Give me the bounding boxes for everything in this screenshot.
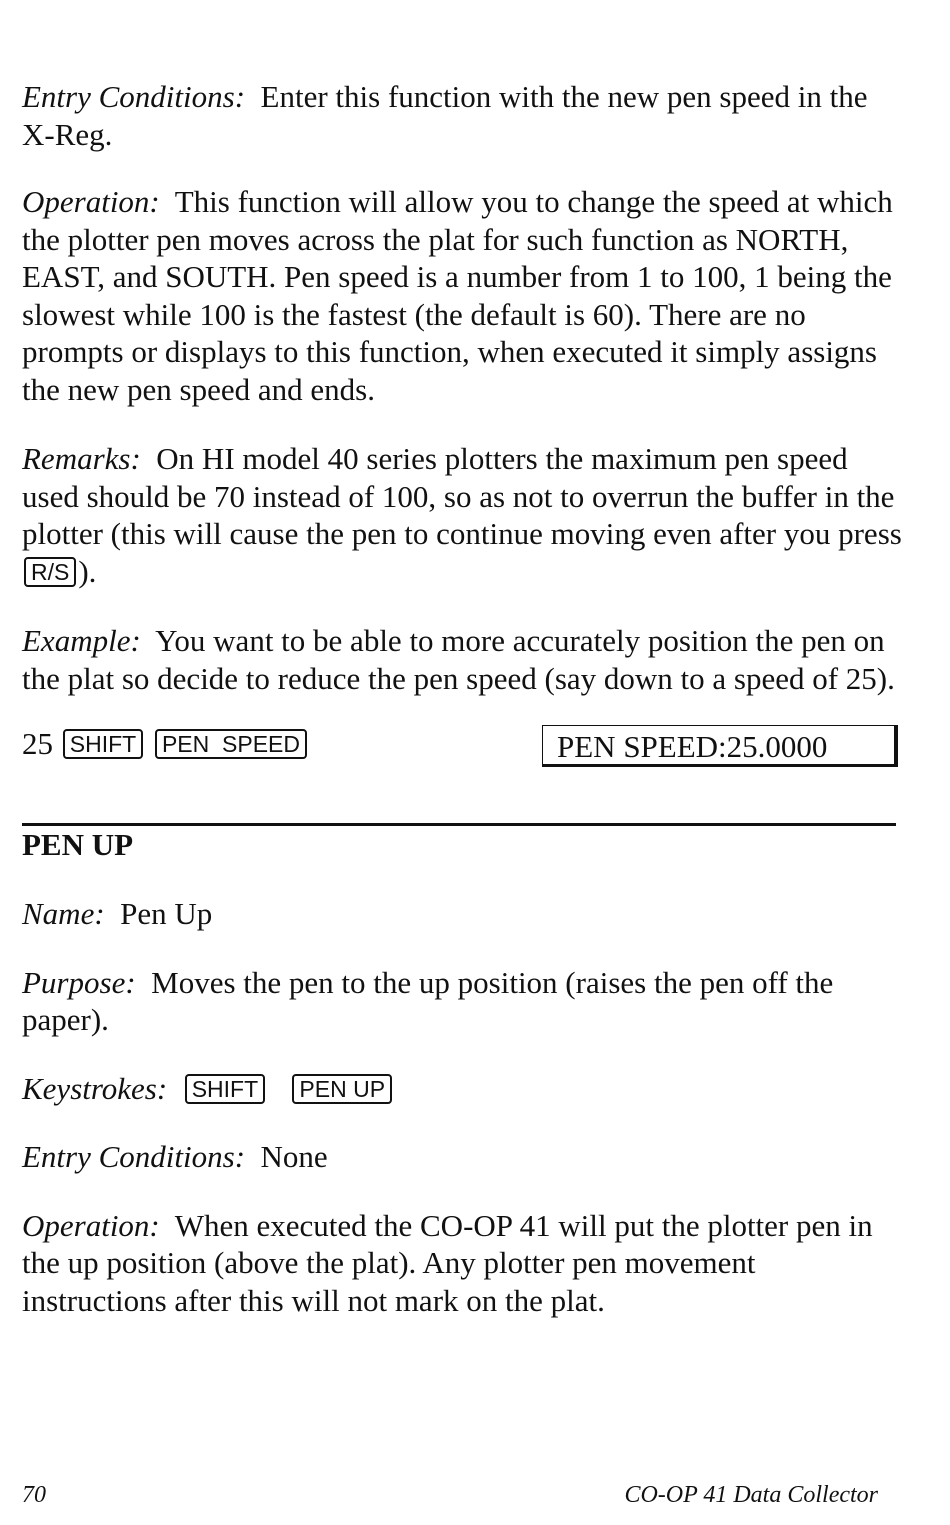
pen-speed-key: PEN SPEED	[155, 729, 307, 759]
remarks-label: Remarks:	[22, 441, 141, 476]
example-paragraph	[22, 622, 902, 697]
operation-text: This function will allow you to change the speed at which the plotter pen moves across the plat for such function as NORTH, EAST, and SOUTH. Pen speed is a number from 1 to 100, 1 being the slowest while 100 is the fastest (the default is 60). There are no prompts or displays to this function, when executed it simply assigns the new pen speed and ends.	[22, 184, 893, 407]
entry-conditions-none-paragraph	[22, 1138, 902, 1176]
operation-label: Operation:	[22, 1207, 160, 1243]
purpose-paragraph	[22, 964, 902, 1039]
entry-conditions-text: None	[260, 1139, 328, 1174]
example-text: You want to be able to more accurately position the pen on the plat so decide to reduce the pen speed (say down to a speed of 25).	[22, 623, 895, 696]
shift-key: SHIFT	[63, 729, 143, 759]
shift-key: SHIFT	[185, 1074, 265, 1104]
pen-up-heading: PEN UP	[22, 827, 134, 862]
remarks-text-end: ).	[78, 553, 97, 589]
name-text: Pen Up	[120, 896, 213, 931]
keystrokes-paragraph	[22, 1070, 902, 1108]
example-number: 25	[22, 726, 53, 761]
footer-title: CO-OP 41 Data Collector	[624, 1482, 878, 1508]
remarks-text: On HI model 40 series plotters the maximum pen speed used should be 70 instead of 100, so as not to overrun the buffer in the plotter (this will cause the pen to continue moving even after you press	[22, 441, 902, 551]
page-number: 70	[22, 1482, 46, 1508]
entry-conditions-label: Entry Conditions:	[22, 1139, 246, 1174]
entry-conditions-label: Entry Conditions:	[22, 79, 246, 114]
purpose-label: Purpose:	[22, 964, 136, 1000]
operation-text: When executed the CO-OP 41 will put the plotter pen in the up position (above the plat). Any plotter pen movement instructions after this will not mark on the plat.	[22, 1207, 873, 1318]
pen-up-key: PEN UP	[292, 1074, 392, 1104]
calculator-display: PEN SPEED:25.0000	[542, 725, 898, 767]
name-label: Name:	[22, 896, 105, 931]
name-paragraph	[22, 895, 902, 933]
pen-up-operation-paragraph	[22, 1207, 902, 1320]
example-keystrokes	[22, 725, 309, 763]
remarks-paragraph	[22, 440, 902, 590]
keystrokes-label: Keystrokes:	[22, 1070, 168, 1106]
example-label: Example:	[22, 623, 141, 658]
operation-paragraph	[22, 183, 902, 408]
purpose-text: Moves the pen to the up position (raises the pen off the paper).	[22, 964, 834, 1037]
page-content	[22, 78, 902, 1319]
entry-conditions-paragraph	[22, 78, 902, 153]
r-s-key: R/S	[24, 557, 76, 587]
operation-label: Operation:	[22, 184, 160, 219]
entry-conditions-text: Enter this function with the new pen speed in the X-Reg.	[22, 79, 868, 152]
example-keystroke-row	[22, 725, 902, 785]
